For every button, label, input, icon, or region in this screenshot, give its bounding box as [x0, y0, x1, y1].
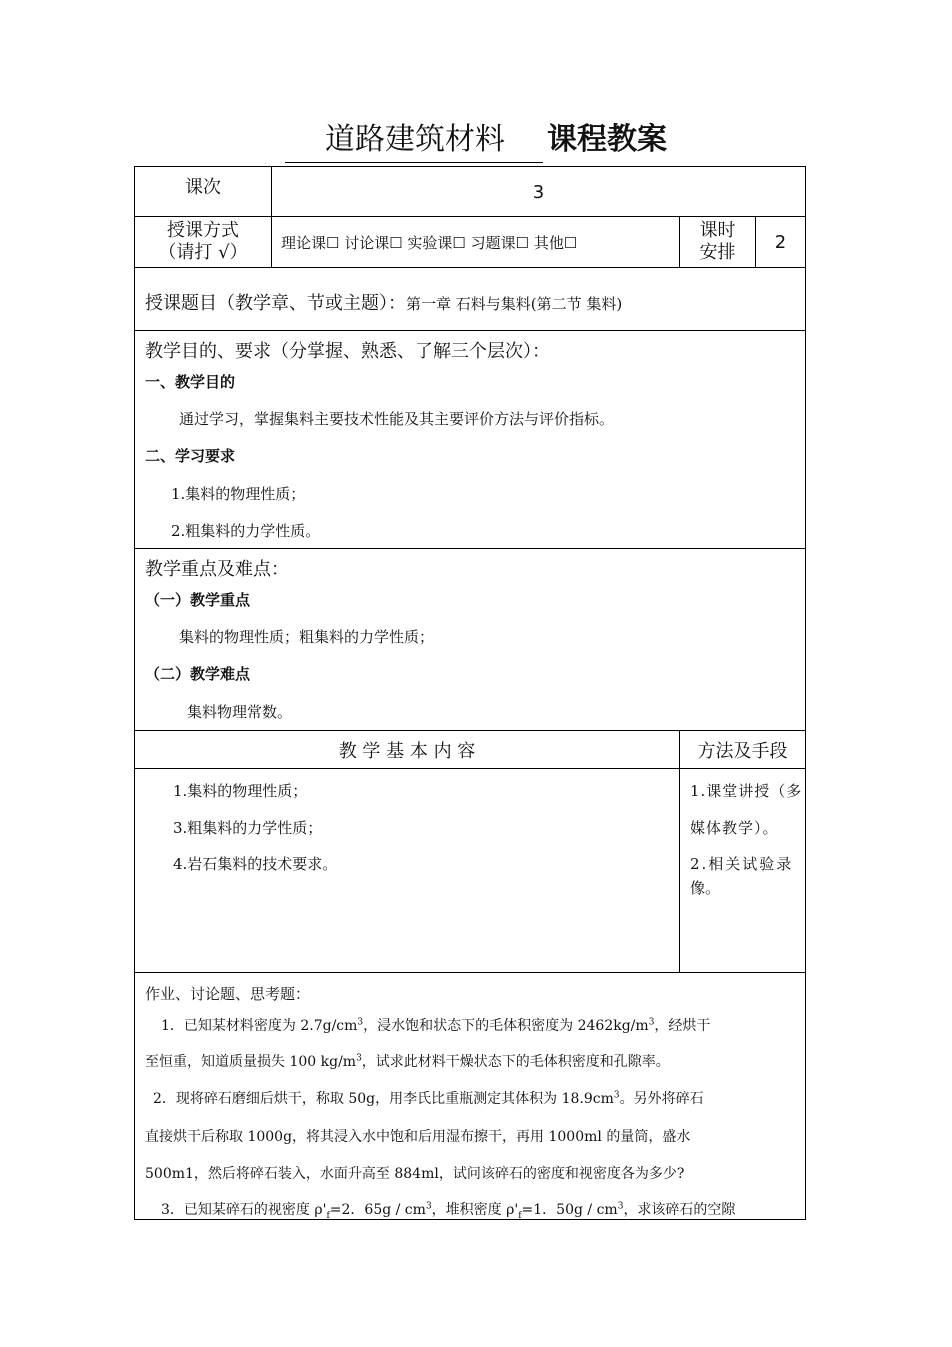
teaching-mode-label-line1: 授课方式 [167, 220, 239, 241]
lesson-number-value: 3 [271, 167, 805, 216]
content-cell [135, 769, 679, 972]
title-suffix: 课程教案 [547, 122, 667, 157]
homework-question-3: 3．已知某碎石的视密度 $\rho'_f=2$．$65g / cm^3$，堆积密度 $\rho'_f=1$．$50g / cm^3$，求该碎石的空隙 [161, 1201, 736, 1221]
hours-value: 2 [755, 217, 805, 267]
homework-heading: 作业、讨论题、思考题： [145, 985, 311, 1003]
homework-question-2: 2．现将碎石磨细后烘干，称取 50g，用李氏比重瓶测定其体积为 $18.9cm^3$。另外将碎石 [153, 1090, 704, 1107]
course-name: 道路建筑材料 [285, 118, 543, 163]
homework-question-1-cont: 至恒重，知道质量损失 100 $kg/m^3$，试求此材料干燥状态下的毛体积密度和孔隙率。 [145, 1053, 670, 1070]
objectives-section1-text: 通过学习，掌握集料主要技术性能及其主要评价方法与评价指标。 [179, 410, 615, 428]
hours-label [679, 217, 755, 267]
teaching-mode-label-line2: （请打 √） [158, 242, 248, 263]
methods-header: 方法及手段 [679, 731, 805, 768]
row-teaching-mode [134, 216, 806, 267]
topic-label: 授课题目（教学章、节或主题）： [145, 293, 406, 314]
method-line: 媒体教学）。 [690, 819, 779, 837]
lesson-number-label: 课次 [185, 177, 221, 198]
method-line: 2.相关试验录 [690, 855, 794, 873]
homework-question-2-cont: 500m1，然后将碎石装入，水面升高至 884ml，试问该碎石的密度和视密度各为多少? [145, 1166, 685, 1182]
keypoints-heading: 教学重点及难点： [145, 559, 289, 580]
row-content [134, 768, 806, 972]
objectives-heading: 教学目的、要求（分掌握、熟悉、了解三个层次）： [145, 341, 550, 362]
teaching-mode-options: 理论课☐ 讨论课☐ 实验课☐ 习题课☐ 其他☐ [271, 217, 679, 267]
row-content-header [134, 730, 806, 768]
keypoints-section2-title: （二）教学难点 [145, 665, 251, 683]
topic-line [145, 289, 622, 315]
content-item: 4.岩石集料的技术要求。 [173, 855, 338, 873]
objectives-section1-title: 一、教学目的 [145, 373, 236, 391]
row-topic [134, 267, 806, 330]
keypoints-section1-text: 集料的物理性质；粗集料的力学性质； [179, 628, 435, 646]
requirement-item: 2.粗集料的力学性质。 [171, 522, 321, 540]
row-homework [134, 972, 806, 1220]
method-line: 1.课堂讲授（多 [690, 782, 803, 800]
keypoints-section1-title: （一）教学重点 [145, 591, 251, 609]
methods-cell [679, 769, 805, 972]
homework-question-2-cont: 直接烘干后称取 1000g，将其浸入水中饱和后用湿布擦干，再用 1000ml 的量筒，盛水 [145, 1129, 691, 1145]
row-keypoints [134, 548, 806, 730]
hours-label-line1: 课时 [699, 220, 736, 241]
content-item: 1.集料的物理性质； [173, 782, 308, 800]
page-title [0, 118, 952, 163]
row-objectives [134, 330, 806, 548]
homework-question-1: 1．已知某材料密度为 $2.7g/cm^3$，浸水饱和状态下的毛体积密度为 $2462kg/m^3$，经烘干 [161, 1017, 711, 1034]
content-item: 3.粗集料的力学性质； [173, 819, 323, 837]
row-lesson-number [134, 166, 806, 216]
content-header: 教 学 基 本 内 容 [338, 740, 476, 762]
hours-label-line2: 安排 [699, 242, 736, 263]
teaching-mode-label [135, 217, 271, 267]
table-bottom-border [134, 1219, 806, 1220]
objectives-section2-title: 二、学习要求 [145, 447, 236, 465]
topic-value: 第一章 石料与集料(第二节 集料) [406, 295, 623, 313]
requirement-item: 1.集料的物理性质； [171, 485, 306, 503]
method-line: 像。 [690, 879, 721, 897]
keypoints-section2-text: 集料物理常数。 [187, 703, 293, 721]
